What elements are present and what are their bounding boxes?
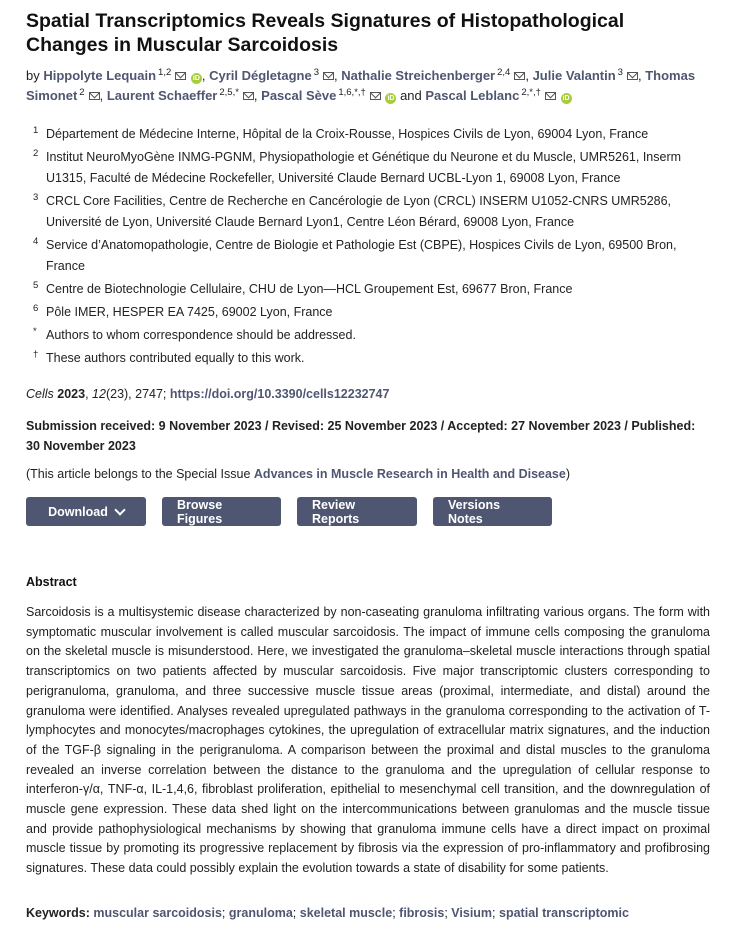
affiliation-text: Service d’Anatomopathologie, Centre de Biologie et Pathologie Est (CBPE), Hospices Civils de Lyon, 69500 Bron, France — [46, 238, 677, 273]
affiliation-text: CRCL Core Facilities, Centre de Recherche en Cancérologie de Lyon (CRCL) INSERM U1052-CNRS UMR5286, Université de Lyon, Université Claude Bernard Lyon1, Centre Léon Bérard, 69008 Lyon, France — [46, 194, 672, 229]
affiliation-item — [26, 191, 716, 233]
email-icon[interactable] — [175, 72, 186, 80]
author-name[interactable]: Thomas Simonet — [26, 68, 696, 103]
author-name[interactable]: Pascal Leblanc — [425, 88, 520, 103]
affiliation-text: Centre de Biotechnologie Cellulaire, CHU de Lyon—HCL Groupement Est, 69677 Bron, France — [46, 282, 573, 296]
orcid-icon[interactable]: iD — [192, 75, 200, 82]
affiliation-number: 3 — [33, 192, 39, 203]
affiliation-list — [26, 124, 716, 371]
affiliation-item — [26, 124, 716, 145]
author-name[interactable]: Julie Valantin — [532, 68, 616, 83]
special-issue-suffix: ) — [565, 467, 571, 481]
keyword-link[interactable]: muscular sarcoidosis — [93, 906, 222, 920]
author-affil-sup: 1,6,*,† — [338, 86, 366, 98]
browse-figures-button[interactable]: Browse Figures — [162, 497, 281, 526]
affiliation-item — [26, 235, 716, 277]
affiliation-text: Institut NeuroMyoGène INMG-PGNM, Physiopathologie et Génétique du Neurone et du Muscle, UMR5261, Inserm U1315, Faculté de Médecine Rockefeller, Université Claude Bernard UCBL-Lyon 1, 69008 Lyon, France — [46, 150, 682, 185]
author-affil-sup: 1,2 — [158, 66, 172, 78]
author-affil-sup: 3 — [617, 66, 623, 78]
abstract-heading: Abstract — [26, 575, 77, 589]
keyword-link[interactable]: fibrosis — [399, 906, 445, 920]
author-affil-sup: 3 — [313, 66, 319, 78]
affiliation-number: * — [33, 326, 37, 337]
review-reports-button[interactable]: Review Reports — [297, 497, 417, 526]
citation-volume: 12 — [92, 387, 106, 401]
authors-and: and — [400, 88, 422, 103]
citation: Cells 2023, 12(23), 2747; https://doi.org/10.3390/cells12232747 — [26, 387, 390, 401]
author-affil-sup: 2 — [79, 86, 85, 98]
affiliation-number: 6 — [33, 303, 39, 314]
affiliation-number: † — [33, 349, 39, 360]
author-name[interactable]: Cyril Dégletagne — [209, 68, 312, 83]
keyword-link[interactable]: spatial transcriptomic — [499, 906, 629, 920]
special-issue-link[interactable]: Advances in Muscle Research in Health and Disease — [253, 467, 566, 481]
author-affil-sup: 2,4 — [497, 66, 511, 78]
versions-notes-button[interactable]: Versions Notes — [433, 497, 552, 526]
affiliation-number: 5 — [33, 280, 39, 291]
journal-name: Cells — [26, 387, 54, 401]
keyword-link[interactable]: skeletal muscle — [299, 906, 393, 920]
affiliation-number: 1 — [33, 125, 39, 136]
publication-dates: Submission received: 9 November 2023 / Revised: 25 November 2023 / Accepted: 27 November 2023 / Published: 30 November 2023 — [26, 419, 696, 453]
email-icon[interactable] — [89, 92, 100, 100]
citation-year: 2023 — [57, 387, 86, 401]
keyword-link[interactable]: granuloma — [228, 906, 293, 920]
chevron-down-icon — [114, 504, 125, 515]
doi-link[interactable]: https://doi.org/10.3390/cells12232747 — [169, 387, 390, 401]
article-actions — [26, 497, 552, 526]
affiliation-text: Authors to whom correspondence should be addressed. — [46, 328, 356, 342]
author-name[interactable]: Nathalie Streichenberger — [341, 68, 496, 83]
article-title: Spatial Transcriptomics Reveals Signatures of Histopathological Changes in Muscular Sarcoidosis — [26, 10, 625, 56]
affiliation-item — [26, 348, 716, 369]
orcid-icon[interactable]: iD — [387, 95, 395, 102]
download-button-label: Download — [48, 504, 108, 519]
citation-issue-pages: (23), 2747; — [105, 387, 167, 401]
author-name[interactable]: Laurent Schaeffer — [106, 88, 218, 103]
affiliation-text: These authors contributed equally to this work. — [46, 351, 305, 365]
affiliation-item — [26, 302, 716, 323]
keyword-separator: ; — [292, 906, 297, 920]
keyword-separator: ; — [221, 906, 226, 920]
affiliation-number: 2 — [33, 148, 39, 159]
affiliation-item — [26, 325, 716, 346]
affiliation-number: 4 — [33, 236, 39, 247]
keyword-separator: ; — [392, 906, 396, 920]
keyword-separator: ; — [492, 906, 496, 920]
special-issue-note — [26, 467, 570, 481]
email-icon[interactable] — [370, 92, 381, 100]
author-affil-sup: 2,*,† — [521, 86, 541, 98]
author-name[interactable]: Pascal Sève — [261, 88, 337, 103]
author-list: by Hippolyte Lequain $^{1,2}$ iD , Cyril Dégletagne $^3$ , Nathalie Streichenberger $^{2,4}$ , Julie Valantin $^3$ , Thomas Simonet $^2$ , Laurent Schaeffer $^{2,5,*}$ , Pascal Sève $^{1,6,*,\dagger}$ iD and Pascal Leblanc $^{2,*,\dagger}$ iD — [26, 66, 696, 103]
affiliation-text: Pôle IMER, HESPER EA 7425, 69002 Lyon, France — [46, 305, 333, 319]
abstract-text: Sarcoidosis is a multisystemic disease characterized by non-caseating granuloma infiltrating various organs. The form with symptomatic muscular involvement is called muscular sarcoidosis. The impact of immune cells composing the granuloma on the skeletal muscle is misunderstood. Here, we investigated the granuloma–skeletal muscle interactions through spatial transcriptomics on two patients affected by muscular sarcoidosis. Five major transcriptomic clusters corresponding to perigranuloma, granuloma, and three successive muscle tissue areas (proximal, intermediate, and distal) around the granuloma were identified. Analyses revealed upregulated pathways in the granuloma corresponding to the activation of T-lymphocytes and monocytes/macrophages cytokines, the upregulation of extracellular matrix signatures, and the induction of the TGF-β signaling in the perigranuloma. A comparison between the proximal and distal muscles to the granuloma revealed an inverse correlation between the distance to the granuloma and the upregulation of cellular response to interferon-γ/α, TNF-α, IL-1,4,6, fibroblast proliferation, epithelial to mesenchymal cell transition, and the downregulation of muscle gene expression. These data shed light on the intercommunications between granulomas and the muscle tissue and provide pathophysiological mechanisms by showing that granuloma immune cells have a direct impact on proximal muscle tissue by promoting its progressive replacement by fibrosis via the expression of pro-inflammatory and profibrosing signatures. These data could possibly explain the evolution towards a state of disability for some patients. — [26, 605, 710, 876]
keyword-link[interactable]: Visium — [451, 906, 493, 920]
email-icon[interactable] — [545, 92, 556, 100]
email-icon[interactable] — [514, 72, 525, 80]
author-affil-sup: 2,5,* — [219, 86, 239, 98]
keyword-separator: ; — [444, 906, 448, 920]
email-icon[interactable] — [323, 72, 334, 80]
affiliation-item — [26, 279, 716, 300]
keywords-heading: Keywords: — [26, 906, 90, 920]
email-icon[interactable] — [243, 92, 254, 100]
download-button[interactable] — [26, 497, 146, 526]
affiliation-item — [26, 147, 716, 189]
affiliation-text: Département de Médecine Interne, Hôpital de la Croix-Rousse, Hospices Civils de Lyon, 69004 Lyon, France — [46, 127, 649, 141]
authors-by-label: by — [26, 68, 40, 83]
email-icon[interactable] — [627, 72, 638, 80]
keywords — [26, 906, 629, 920]
author-name[interactable]: Hippolyte Lequain — [43, 68, 157, 83]
special-issue-prefix: (This article belongs to the Special Issue — [26, 467, 251, 481]
orcid-icon[interactable]: iD — [562, 95, 570, 102]
